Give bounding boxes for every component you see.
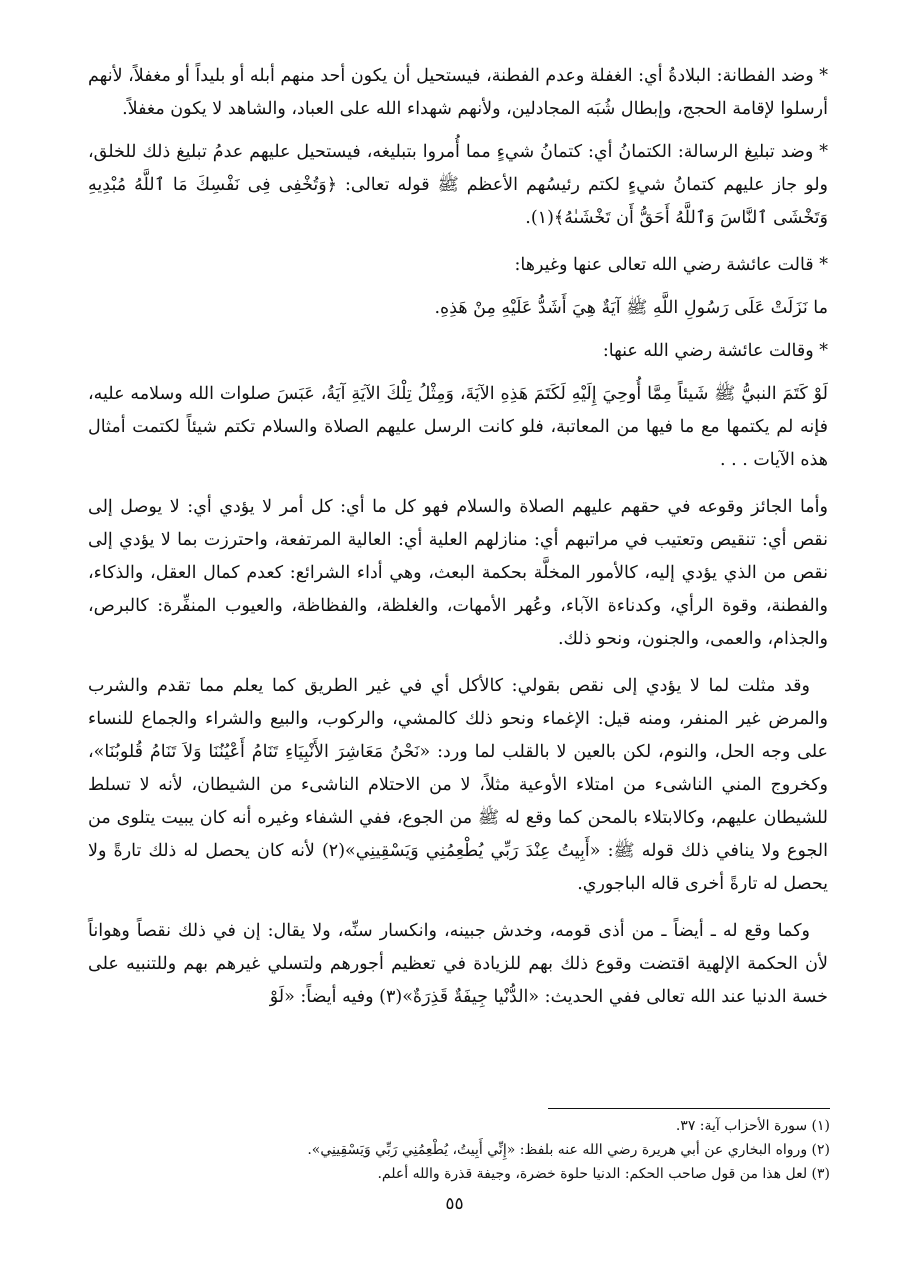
- paragraph-aisha-said: * قالت عائشة رضي الله تعالى عنها وغيرها:: [514, 255, 828, 275]
- paragraph-permissible: وأما الجائز وقوعه في حقهم عليهم الصلاة والسلام فهو كل ما أي: كل أمر لا يؤدي أي: لا يوصل إلى نقص أي: تنقيص وتعتيب في مراتبهم أي: منازلهم العلية أي: العالية المرتفعة، واحترزت بما لا يؤدي إلى نقص من الذي يؤدي إليه، كالأمور المخلَّة بحكمة البعث، وهي أداء الشرائع: كعدم كمال العقل، والذكاء، والفطنة، وقوة الرأي، وكدناءة الآباء، وعُهر الأمهات، والغلظة، والفظاظة، والعيوب المنفِّرة: كالبرص، والجذام، والعمى، والجنون، ونحو ذلك.: [88, 497, 828, 649]
- paragraph-trials: وكما وقع له ـ أيضاً ـ من أذى قومه، وخدش جبينه، وانكسار سنِّه، ولا يقال: إن في ذلك نقصاً وهواناً لأن الحكمة الإلهية اقتضت وقوع ذلك بهم للزيادة في تعظيم أجورهم ولتسلي غيرهم بهم وللتنبيه على خسة الدنيا عند الله تعالى ففي الحديث: «الدُّنْيا جِيفَةٌ قَذِرَةٌ»(٣) وفيه أيضاً: «لَوْ: [88, 921, 828, 1007]
- paragraph-examples: وقد مثلت لما لا يؤدي إلى نقص بقولي: كالأكل أي في غير الطريق كما يعلم مما تقدم والشرب والمرض غير المنفر، ومنه قيل: الإغماء ونحو ذلك كالمشي، والركوب، والبيع والشراء والجماع للنساء على وجه الحل، والنوم، لكن بالعين لا بالقلب لما ورد: «نَحْنُ مَعَاشِرَ الأَنْبِيَاءِ تَنَامُ أَعْيُنُنَا وَلاَ تَنَامُ قُلوبُنَا»، وكخروج المني الناشىء من امتلاء الأوعية مثلاً، لا من الاحتلام الناشىء من الشيطان، لأنه لا تسلط للشيطان عليهم، وكالابتلاء بالمحن كما وقع له ﷺ من الجوع، ففي الشفاء وغيره أنه كان يبيت يتلوى من الجوع ولا ينافي ذلك قوله ﷺ: «أَبِيتُ عِنْدَ رَبِّي يُطْعِمُنِي وَيَسْقِينِي»(٢) لأنه كان يحصل له ذلك تارةً ولا يحصل له تارةً أخرى قاله الباجوري.: [88, 676, 828, 894]
- paragraph-aisha-said-2: * وقالت عائشة رضي الله عنها:: [602, 341, 828, 361]
- page-number: ٥٥: [445, 1194, 464, 1214]
- footnote-item: (٢) ورواه البخاري عن أبي هريرة رضي الله عنه بلفظ: «إِنِّي أَبِيتُ، يُطْعِمُنِي رَبِّي وَيَسْقِينِي».: [307, 1142, 830, 1158]
- footnote-item: (٣) لعل هذا من قول صاحب الحكم: الدنيا حلوة خضرة، وجيفة قذرة والله أعلم.: [377, 1166, 830, 1182]
- paragraph-concealment: * وضد تبليغ الرسالة: الكتمانُ أي: كتمانُ شيءٍ مما أُمروا بتبليغه، فيستحيل عليهم عدمُ تبليغ ذلك للخلق، ولو جاز عليهم كتمانُ شيءٍ لكتم رئيسُهم الأعظم ﷺ قوله تعالى: ﴿وَتُخْفِى فِى نَفْسِكَ مَا ٱللَّهُ مُبْدِيهِ وَتَخْشَى ٱلنَّاسَ وَٱللَّهُ أَحَقُّ أَن تَخْشَىٰهُ﴾(١).: [88, 142, 828, 228]
- paragraph-dull-wittedness: * وضد الفطانة: البلادةُ أي: الغفلة وعدم الفطنة، فيستحيل أن يكون أحد منهم أبله أو بليداً أو مغفلاً، لأنهم أرسلوا لإقامة الحجج، وإبطال شُبَه المجادلين، ولأنهم شهداء الله على العباد، والشاهد لا يكون مغفلاً.: [88, 66, 828, 119]
- paragraph-hadith-concealment: لَوْ كَتَمَ النبيُّ ﷺ شَيئاً مِمَّا أُوحِيَ إِلَيْهِ لَكَتَمَ هَذِهِ الآيَةَ، وَمِثْلُ تِلْكَ الآيَةِ آيَةُ، عَبَسَ صلوات الله وسلامه عليه، فإنه لم يكتمها مع ما فيها من المعاتبة، فلو كانت الرسل عليهم الصلاة والسلام تكتم شيئاً لكتمت أمثال هذه الآيات . . .: [88, 384, 828, 470]
- page-body: [88, 60, 828, 1024]
- footnotes: [150, 1114, 830, 1186]
- paragraph-hadith-quote: ما نَزَلَتْ عَلَى رَسُولِ اللَّهِ ﷺ آيَةٌ هِيَ أَشَدُّ عَلَيْهِ مِنْ هَذِهِ.: [434, 298, 828, 318]
- footnote-divider: [548, 1108, 830, 1109]
- footnote-item: (١) سورة الأحزاب آية: ٣٧.: [675, 1118, 830, 1134]
